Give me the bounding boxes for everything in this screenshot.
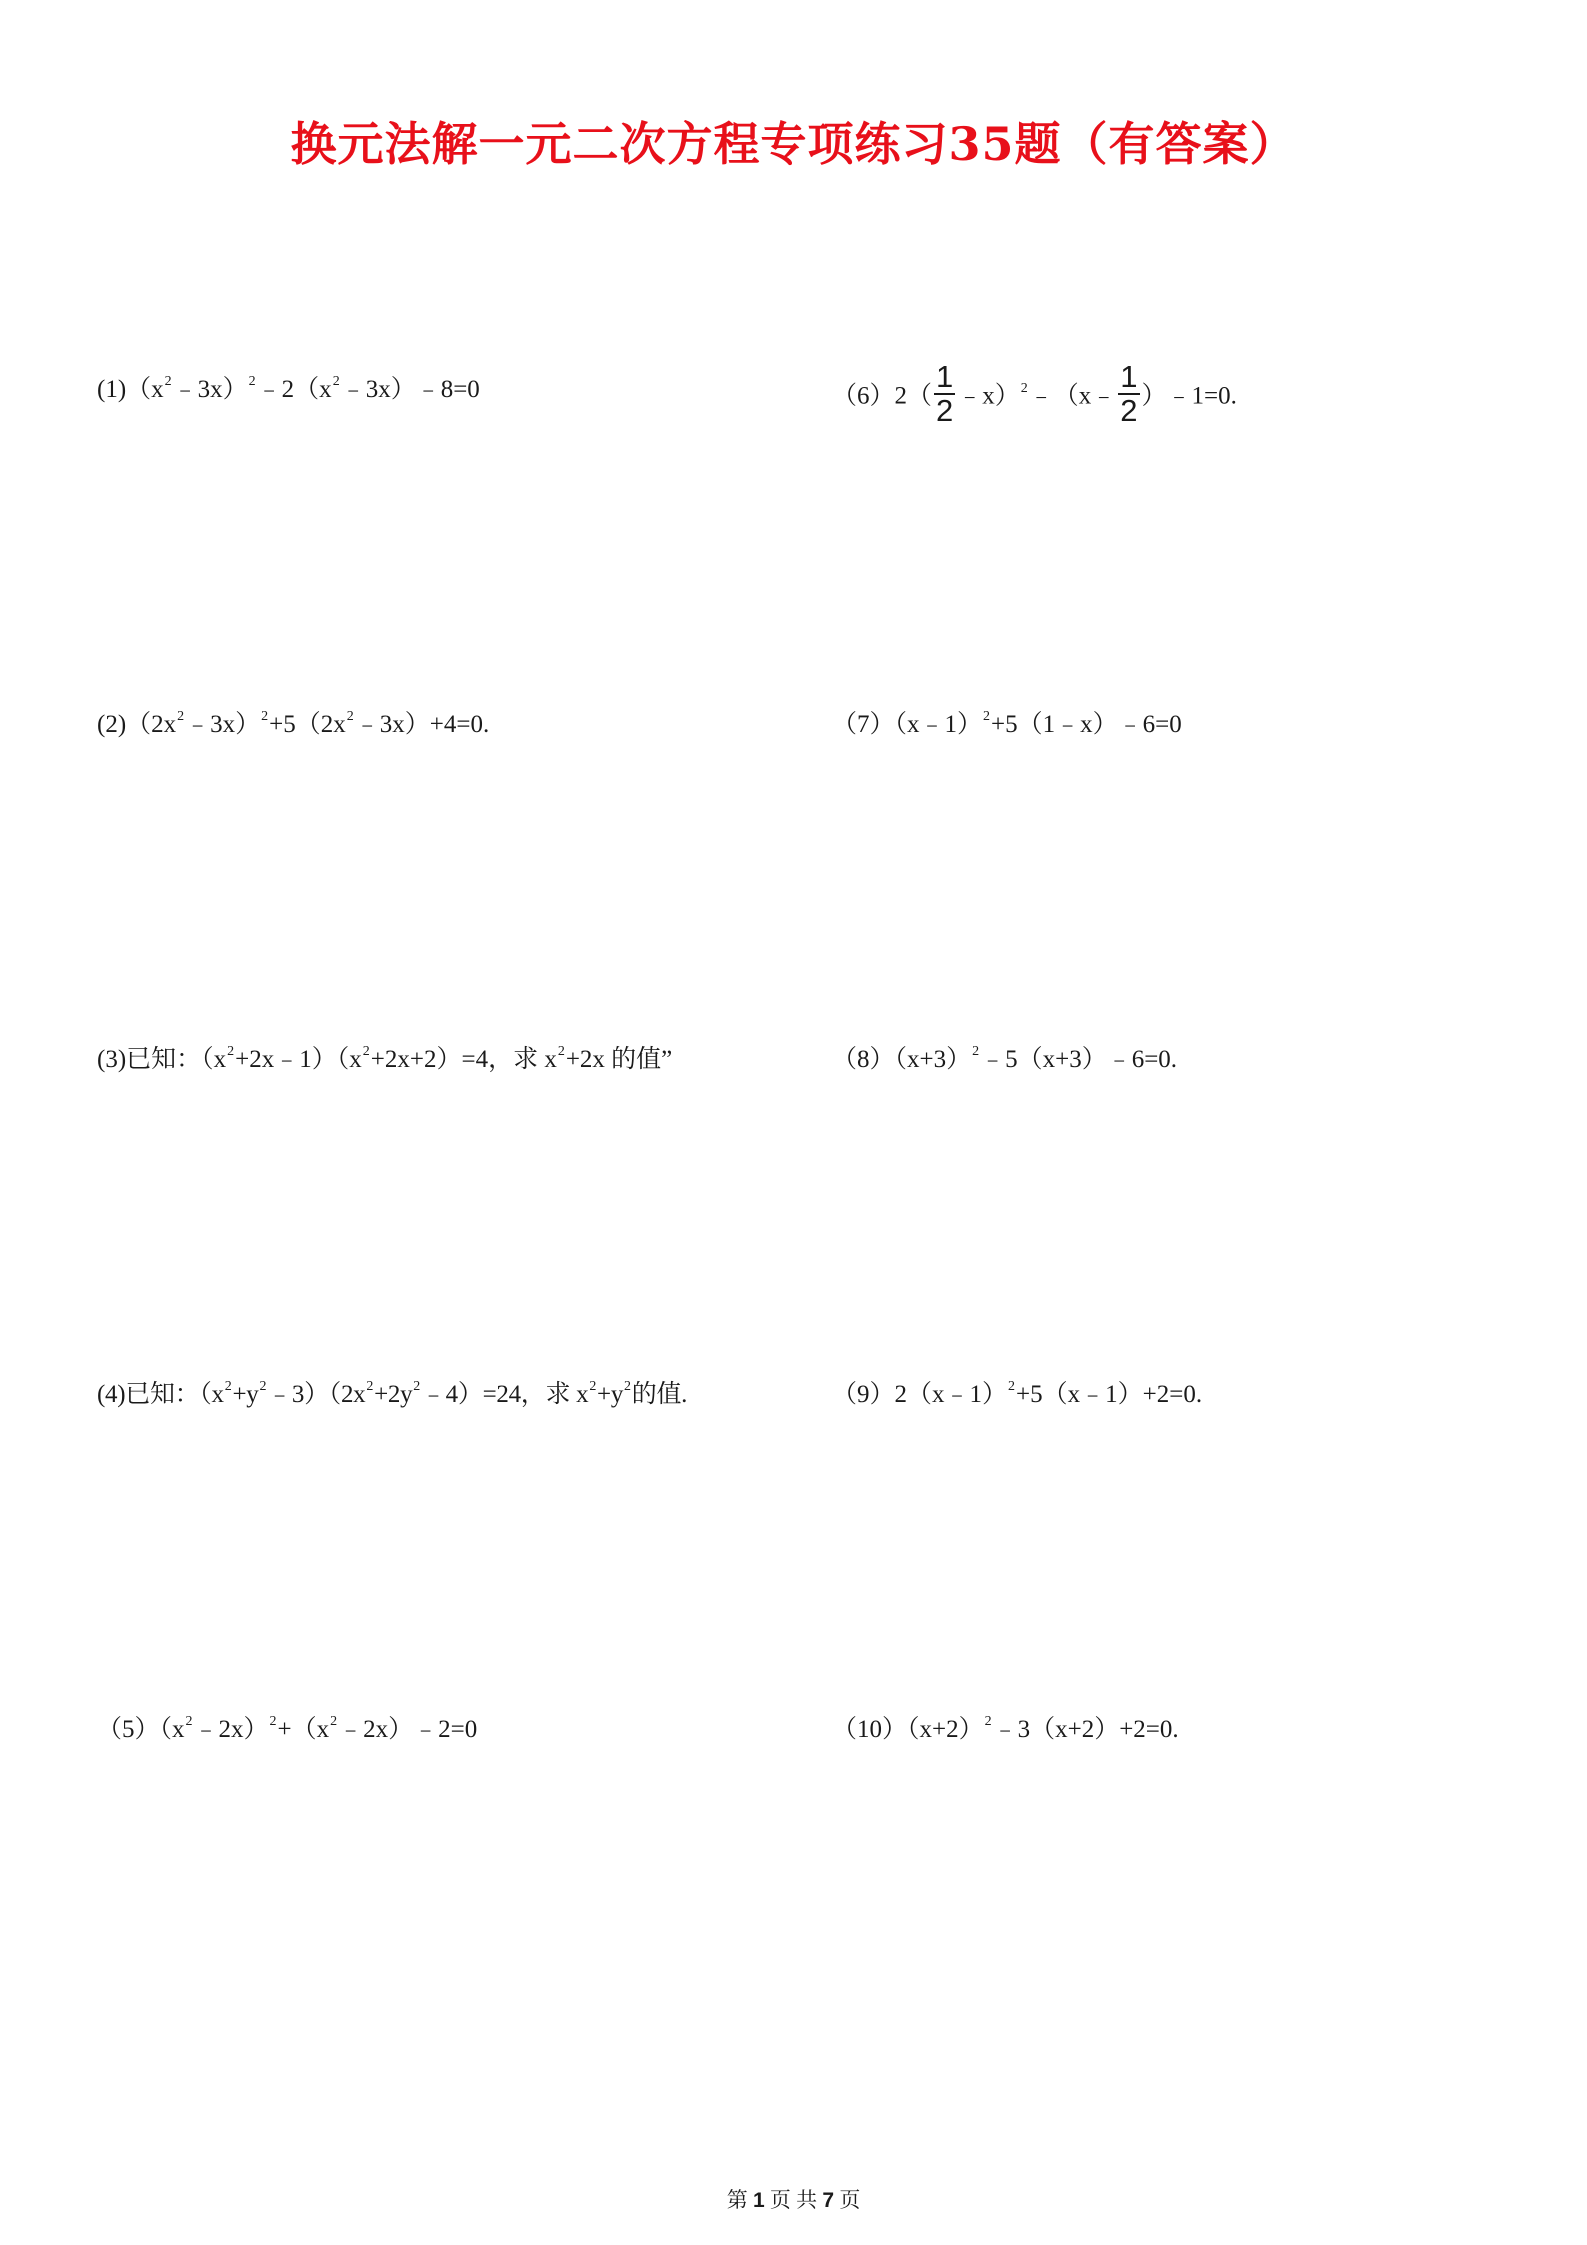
exponent: 2 <box>330 1714 338 1729</box>
exponent: 2 <box>557 1044 565 1059</box>
fraction-denominator: 2 <box>1120 393 1138 428</box>
exponent: 2 <box>1020 380 1028 396</box>
fraction-denominator: 2 <box>936 393 954 428</box>
document-title: 换元法解一元二次方程专项练习35题（有答案） <box>290 117 1297 171</box>
exponent: 2 <box>332 374 340 389</box>
problem-4-text-b: +y <box>232 1381 259 1408</box>
problem-8-text-b: ﹣5（x+3）﹣6=0. <box>980 1046 1178 1073</box>
current-page-number: 1 <box>752 2189 765 2212</box>
problem-4-text-f: +y <box>597 1381 624 1408</box>
exponent: 2 <box>224 1379 232 1394</box>
exponent: 2 <box>984 1714 992 1729</box>
problem-7 <box>832 705 1182 745</box>
problem-4-text-c: ﹣3）（2x <box>267 1381 366 1408</box>
exponent: 2 <box>261 709 269 724</box>
exponent: 2 <box>177 709 185 724</box>
page-indicator <box>0 2184 1587 2214</box>
problem-10 <box>832 1710 1179 1750</box>
fraction-numerator: 1 <box>1120 359 1138 394</box>
problem-2-text-d: ﹣3x）+4=0. <box>354 711 490 738</box>
page-indicator-prefix: 第 <box>726 2188 748 2212</box>
problem-6-text-d: ）﹣1=0. <box>1141 382 1237 410</box>
exponent: 2 <box>366 1379 374 1394</box>
problem-6-text-a: （6）2（ <box>832 382 933 410</box>
problem-2-text-c: +5（2x <box>269 711 346 738</box>
problem-7-text-b: +5（1﹣x）﹣6=0 <box>991 711 1182 738</box>
exponent: 2 <box>269 1714 277 1729</box>
exponent: 2 <box>983 709 991 724</box>
problem-8 <box>832 1040 1177 1080</box>
problem-5-text-d: ﹣2x）﹣2=0 <box>338 1716 478 1743</box>
problem-2 <box>97 705 489 745</box>
problem-6-text-c: ﹣（x﹣ <box>1028 382 1117 410</box>
problem-3-text-d: +2x 的值” <box>565 1046 673 1073</box>
problem-4 <box>97 1375 687 1415</box>
exponent: 2 <box>1008 1379 1016 1394</box>
problem-4-text-a: (4)已知：（x <box>97 1381 224 1408</box>
problem-2-text-a: (2)（2x <box>97 711 177 738</box>
problem-1 <box>97 370 480 410</box>
problem-2-text-b: ﹣3x） <box>185 711 261 738</box>
problem-5 <box>97 1710 477 1750</box>
problem-4-text-d: +2y <box>374 1381 413 1408</box>
exponent: 2 <box>259 1379 267 1394</box>
exponent: 2 <box>362 1044 370 1059</box>
problem-1-text-b: ﹣3x） <box>172 376 248 403</box>
problem-9 <box>832 1375 1202 1415</box>
exponent: 2 <box>185 1714 193 1729</box>
problem-1-text-c: ﹣2（x <box>256 376 332 403</box>
exponent: 2 <box>624 1379 631 1394</box>
fraction-one-half <box>934 361 955 427</box>
problem-6 <box>832 359 1237 428</box>
problem-10-text-b: ﹣3（x+2）+2=0. <box>992 1716 1179 1743</box>
exponent: 2 <box>972 1044 980 1059</box>
total-page-count: 7 <box>822 2189 835 2212</box>
problem-5-text-b: ﹣2x） <box>193 1716 269 1743</box>
problem-5-text-c: +（x <box>277 1716 330 1743</box>
problem-4-text-g: 的值. <box>631 1381 688 1408</box>
problem-5-text-a: （5）（x <box>97 1716 185 1743</box>
problem-3-text-c: +2x+2）=4，求 x <box>370 1046 557 1073</box>
problem-9-text-a: （9）2（x﹣1） <box>832 1381 1008 1408</box>
exponent: 2 <box>346 709 354 724</box>
problem-7-text-a: （7）（x﹣1） <box>832 711 983 738</box>
fraction-numerator: 1 <box>936 359 954 394</box>
problem-9-text-b: +5（x﹣1）+2=0. <box>1016 1381 1203 1408</box>
exponent: 2 <box>413 1379 420 1394</box>
problem-1-text-a: (1)（x <box>97 376 164 403</box>
problem-3-text-b: +2x﹣1）（x <box>235 1046 362 1073</box>
page-indicator-middle: 页 共 <box>769 2188 818 2212</box>
exponent: 2 <box>248 374 256 389</box>
problem-1-text-d: ﹣3x）﹣8=0 <box>340 376 480 403</box>
problem-10-text-a: （10）（x+2） <box>832 1716 984 1743</box>
exponent: 2 <box>589 1379 597 1394</box>
problem-3 <box>97 1040 672 1080</box>
fraction-one-half <box>1118 361 1139 427</box>
exponent: 2 <box>227 1044 235 1059</box>
problem-6-text-b: ﹣x） <box>957 382 1020 410</box>
problem-3-text-a: (3)已知：（x <box>97 1046 227 1073</box>
page-indicator-suffix: 页 <box>839 2188 861 2212</box>
exponent: 2 <box>164 374 172 389</box>
problem-8-text-a: （8）（x+3） <box>832 1046 972 1073</box>
problem-4-text-e: ﹣4）=24，求 x <box>420 1381 589 1408</box>
